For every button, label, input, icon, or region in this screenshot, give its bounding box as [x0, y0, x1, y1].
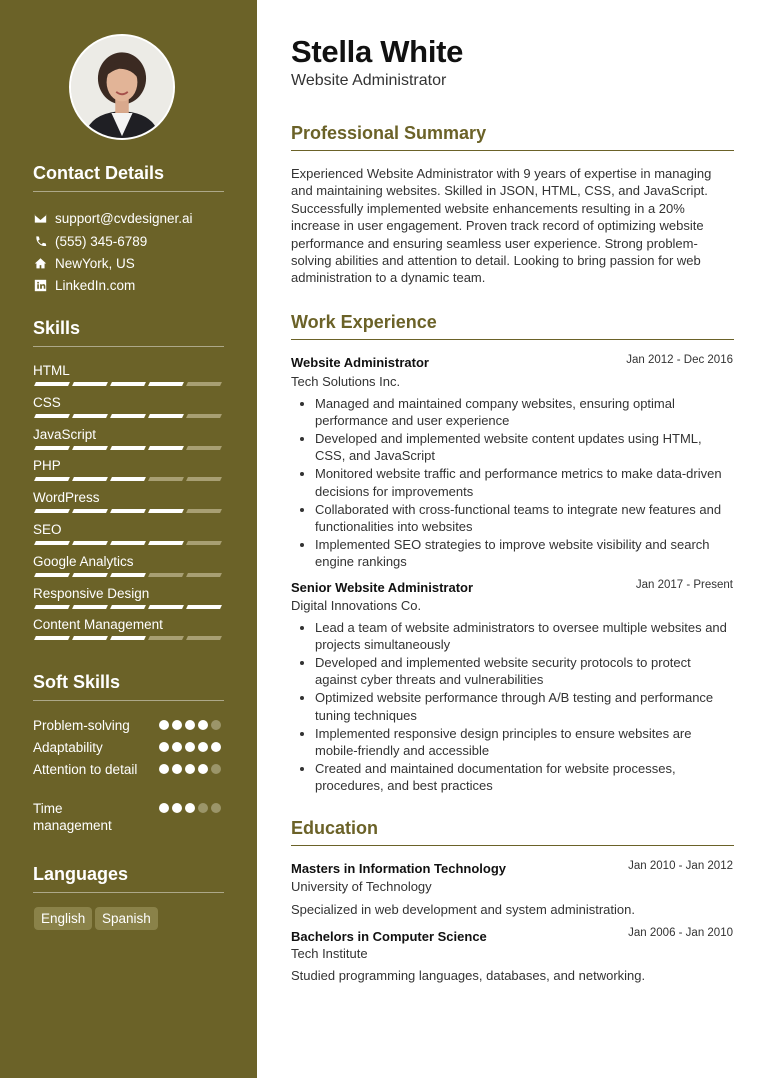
job-bullet: Optimized website performance through A/B testing and performance tuning techniques: [291, 689, 734, 723]
summary-heading: Professional Summary: [291, 123, 734, 151]
skill-segment-empty: [148, 573, 184, 577]
rating-dot-filled: [159, 742, 169, 752]
contact-phone[interactable]: [33, 232, 147, 250]
job-company: Tech Solutions Inc.: [291, 374, 401, 389]
job-bullets: [291, 619, 734, 795]
skill-segment-filled: [110, 414, 146, 418]
language-chip: English: [34, 907, 92, 930]
edu-school: University of Technology: [291, 879, 432, 894]
skill-level-bar: [33, 573, 223, 578]
job-dates: Jan 2017 - Present: [635, 579, 733, 591]
job-bullets: [291, 395, 734, 571]
skill-segment-filled: [72, 636, 108, 640]
job-bullet: Collaborated with cross-functional teams to integrate new features and functionalities into websites: [291, 501, 734, 535]
skill-segment-filled: [148, 541, 184, 545]
skill-level-bar: [33, 541, 223, 546]
rating-dot-filled: [172, 742, 182, 752]
skill-level-bar: [33, 636, 223, 641]
candidate-title: Website Administrator: [291, 72, 447, 89]
contact-linkedin-text: LinkedIn.com: [55, 277, 136, 293]
skill-name: CSS: [33, 394, 61, 410]
skill-level-bar: [33, 477, 223, 482]
skill-level-bar: [33, 605, 223, 610]
job-bullet: Managed and maintained company websites, ensuring optimal performance and user experience: [291, 395, 734, 429]
soft-skill-name: Attention to detail: [33, 762, 138, 777]
edu-dates: Jan 2006 - Jan 2010: [628, 927, 733, 939]
skill-segment-filled: [110, 541, 146, 545]
skill-segment-filled: [110, 605, 146, 609]
rating-dot-empty: [198, 803, 208, 813]
skill-segment-empty: [186, 509, 222, 513]
skill-segment-filled: [34, 382, 70, 386]
skill-segment-filled: [34, 509, 70, 513]
rating-dot-filled: [185, 720, 195, 730]
rating-dot-filled: [185, 742, 195, 752]
summary-text: Experienced Website Administrator with 9 years of expertise in managing and maintaining websites. Skilled in JSON, HTML, CSS, and JavaScript. Successfully implemented website enhancements resulting in a 20% increase in user engagement. Proven track record of optimizing website performance and ensuring seamless user experience. Strong problem-solving abilities and attention to detail. Looking to bring passion for web administration to a dynamic team.: [291, 166, 712, 286]
candidate-name: Stella White: [291, 34, 464, 69]
skill-segment-filled: [72, 605, 108, 609]
rating-dot-filled: [172, 803, 182, 813]
job-bullet: Developed and implemented website content updates using HTML, CSS, and JavaScript: [291, 430, 734, 464]
skill-level-bar: [33, 509, 223, 514]
rating-dot-empty: [211, 764, 221, 774]
skill-name: HTML: [33, 363, 70, 378]
rating-dot-filled: [211, 742, 221, 752]
profile-photo: [69, 34, 175, 140]
skill-segment-empty: [148, 477, 184, 481]
skill-item: [33, 617, 225, 633]
contact-location: [33, 254, 135, 272]
skill-segment-filled: [34, 446, 70, 450]
skill-name: Google Analytics: [33, 553, 134, 569]
job-bullet: Created and maintained documentation for website processes, procedures, and best practices: [291, 760, 734, 794]
skill-segment-filled: [110, 382, 146, 386]
skill-segment-filled: [148, 414, 184, 418]
skill-segment-filled: [72, 414, 108, 418]
skill-level-bar: [33, 382, 223, 387]
skill-segment-filled: [72, 509, 108, 513]
skill-segment-filled: [72, 446, 108, 450]
skill-segment-filled: [186, 605, 222, 609]
soft-skill-rating: [159, 720, 229, 731]
rating-dot-filled: [172, 720, 182, 730]
skill-segment-filled: [34, 573, 70, 577]
education-heading: Education: [291, 818, 734, 846]
soft-skill-rating: [159, 803, 229, 814]
envelope-icon: [33, 211, 47, 225]
job-title: Senior Website Administrator: [291, 580, 474, 595]
skill-segment-empty: [186, 477, 222, 481]
sidebar: [0, 0, 257, 1078]
contact-phone-text: (555) 345-6789: [55, 233, 148, 249]
job-dates: Jan 2012 - Dec 2016: [626, 354, 733, 366]
job-bullet: Monitored website traffic and performance metrics to make data-driven decisions for improvements: [291, 465, 734, 499]
soft-skill-item: [33, 761, 225, 778]
skill-segment-filled: [110, 509, 146, 513]
main-content: [257, 0, 768, 1078]
skill-name: Content Management: [33, 617, 163, 633]
skill-segment-filled: [148, 509, 184, 513]
skill-item: [33, 554, 225, 570]
skill-item: [33, 363, 225, 379]
soft-skills-heading: Soft Skills: [33, 672, 224, 701]
rating-dot-filled: [172, 764, 182, 774]
skill-segment-filled: [72, 573, 108, 577]
skill-segment-filled: [34, 477, 70, 481]
job-bullet: Developed and implemented website security protocols to protect against cyber threats and vulnerabilities: [291, 654, 734, 688]
edu-degree: Masters in Information Technology: [291, 861, 507, 876]
skills-heading: Skills: [33, 318, 224, 347]
skill-segment-filled: [110, 446, 146, 450]
rating-dot-filled: [198, 764, 208, 774]
skill-name: SEO: [33, 522, 62, 537]
edu-degree: Bachelors in Computer Science: [291, 929, 487, 944]
skill-name: Responsive Design: [33, 585, 150, 601]
skill-item: [33, 395, 225, 411]
skill-segment-filled: [148, 382, 184, 386]
contact-email[interactable]: [33, 209, 193, 227]
rating-dot-filled: [198, 720, 208, 730]
skill-name: PHP: [33, 458, 61, 474]
soft-skill-item: [33, 800, 225, 834]
soft-skill-name: Adaptability: [33, 740, 103, 755]
skill-item: [33, 522, 225, 538]
phone-icon: [33, 234, 47, 248]
skill-name: WordPress: [33, 490, 100, 506]
languages-heading: Languages: [33, 864, 224, 893]
soft-skill-name: Time management: [33, 801, 112, 833]
soft-skill-rating: [159, 764, 229, 775]
job-title: Website Administrator: [291, 355, 429, 370]
rating-dot-filled: [159, 764, 169, 774]
skill-item: [33, 586, 225, 602]
rating-dot-filled: [185, 803, 195, 813]
contact-heading: Contact Details: [33, 163, 224, 192]
edu-dates: Jan 2010 - Jan 2012: [628, 860, 733, 872]
skill-segment-filled: [110, 573, 146, 577]
skill-segment-filled: [72, 382, 108, 386]
rating-dot-empty: [211, 803, 221, 813]
skill-segment-filled: [34, 605, 70, 609]
soft-skill-name: Problem-solving: [33, 718, 130, 733]
skill-segment-filled: [34, 414, 70, 418]
edu-description: Specialized in web development and system administration.: [291, 902, 635, 917]
edu-description: Studied programming languages, databases, and networking.: [291, 968, 646, 983]
skill-segment-filled: [34, 636, 70, 640]
job-bullet: Implemented SEO strategies to improve website visibility and search engine rankings: [291, 536, 734, 570]
job-company: Digital Innovations Co.: [291, 598, 422, 613]
skill-segment-filled: [34, 541, 70, 545]
edu-school: Tech Institute: [291, 946, 368, 961]
skill-name: JavaScript: [33, 426, 97, 442]
soft-skill-rating: [159, 742, 229, 753]
skill-item: [33, 458, 225, 474]
contact-location-text: NewYork, US: [55, 255, 135, 271]
skill-segment-empty: [186, 414, 222, 418]
skill-segment-filled: [148, 446, 184, 450]
skill-segment-empty: [148, 636, 184, 640]
job-bullet: Lead a team of website administrators to oversee multiple websites and projects simultaneously: [291, 619, 734, 653]
rating-dot-filled: [185, 764, 195, 774]
rating-dot-filled: [159, 720, 169, 730]
linkedin-icon: [33, 278, 47, 292]
rating-dot-filled: [159, 803, 169, 813]
skill-segment-filled: [148, 605, 184, 609]
skill-segment-empty: [186, 541, 222, 545]
home-icon: [33, 256, 47, 270]
skill-level-bar: [33, 446, 223, 451]
skill-segment-filled: [110, 477, 146, 481]
rating-dot-empty: [211, 720, 221, 730]
language-chip: Spanish: [95, 907, 158, 930]
job-bullet: Implemented responsive design principles to ensure websites are mobile-friendly and accessible: [291, 725, 734, 759]
skill-segment-empty: [186, 382, 222, 386]
skill-item: [33, 427, 225, 443]
skill-segment-empty: [186, 446, 222, 450]
soft-skill-item: [33, 739, 225, 756]
skill-segment-empty: [186, 636, 222, 640]
rating-dot-filled: [198, 742, 208, 752]
skill-segment-filled: [72, 541, 108, 545]
experience-heading: Work Experience: [291, 312, 734, 340]
skill-segment-empty: [186, 573, 222, 577]
skill-item: [33, 490, 225, 506]
soft-skill-item: [33, 717, 225, 734]
skill-segment-filled: [110, 636, 146, 640]
skill-level-bar: [33, 414, 223, 419]
contact-linkedin[interactable]: [33, 276, 135, 294]
skill-segment-filled: [72, 477, 108, 481]
contact-email-text: support@cvdesigner.ai: [55, 210, 193, 226]
